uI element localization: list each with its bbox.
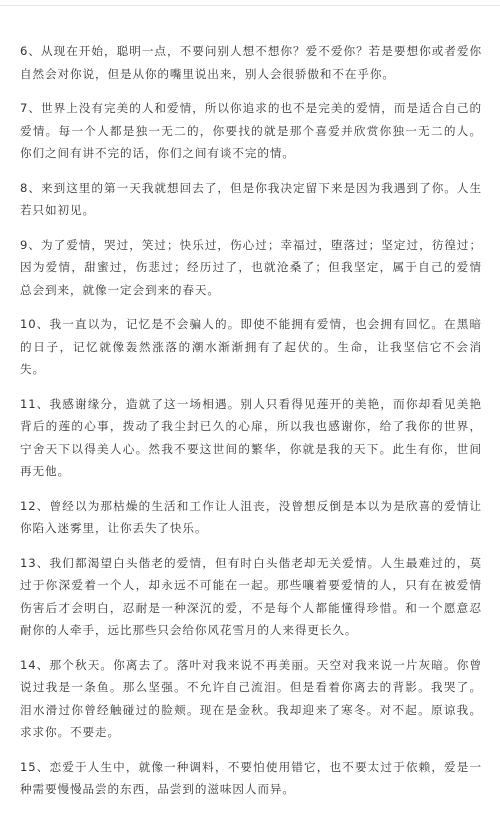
paragraph-8: 8、来到这里的第一天我就想回去了，但是你我决定留下来是因为我遇到了你。人生若只如初见。 — [20, 180, 482, 217]
paragraph-11: 11、我感谢缘分，造就了这一场相遇。别人只看得见莲开的美艳，而你却看见美艳背后的莲的心事，拨动了我尘封已久的心扉，所以我也感谢你，给了我你的世界，宁舍天下以得美人心。然我不要这世间的繁华，你就是我的天下。此生有你，世间再无他。 — [20, 396, 482, 478]
paragraph-9: 9、为了爱情，哭过，笑过；快乐过，伤心过；幸福过，堕落过；坚定过，彷徨过；因为爱情，甜蜜过，伤悲过；经历过了，也就沧桑了；但我坚定，属于自己的爱情总会到来，就像一定会到来的春天。 — [20, 237, 482, 297]
paragraph-7: 7、世界上没有完美的人和爱情，所以你追求的也不是完美的爱情，而是适合自己的爱情。每一个人都是独一无二的，你要找的就是那个喜爱并欣赏你独一无二的人。你们之间有讲不完的话，你们之间有谈不完的情。 — [20, 101, 482, 160]
paragraph-10: 10、我一直以为，记忆是不会骗人的。即使不能拥有爱情，也会拥有回忆。在黑暗的日子，记忆就像轰然涨落的潮水渐渐拥有了起伏的。生命，让我坚信它不会消失。 — [20, 317, 482, 376]
paragraph-6: 6、从现在开始，聪明一点，不要问别人想不想你？爱不爱你？若是要想你或者爱你自然会对你说，但是从你的嘴里说出来，别人会很骄傲和不在乎你。 — [20, 44, 482, 81]
paragraph-14: 14、那个秋天。你离去了。落叶对我来说不再美丽。天空对我来说一片灰暗。你曾说过我是一条鱼。那么坚强。不允许自己流泪。但是看着你离去的背影。我哭了。泪水滑过你曾经触碰过的脸颊。现在是金秋。我却迎来了寒冬。对不起。原谅我。求求你。不要走。 — [20, 657, 482, 739]
top-divider — [0, 5, 500, 6]
paragraph-13: 13、我们都渴望白头偕老的爱情，但有时白头偕老却无关爱情。人生最难过的，莫过于你深爱着一个人，却永远不可能在一起。那些嚷着要爱情的人，只有在被爱情伤害后才会明白，忍耐是一种深沉的爱，不是每个人都能懂得珍惜。和一个愿意忍耐你的人牵手，远比那些只会给你风花雪月的人来得更长久。 — [20, 555, 482, 637]
paragraph-12: 12、曾经以为那枯燥的生活和工作让人沮丧，没曾想反倒是本以为是欣喜的爱情让你陷入迷雾里，让你丢失了快乐。 — [20, 498, 482, 535]
paragraph-15: 15、恋爱于人生中，就像一种调料，不要怕使用错它，也不要太过于依赖，爱是一种需要慢慢品尝的东西，品尝到的滋味因人而异。 — [20, 759, 482, 796]
document-body — [20, 40, 482, 813]
